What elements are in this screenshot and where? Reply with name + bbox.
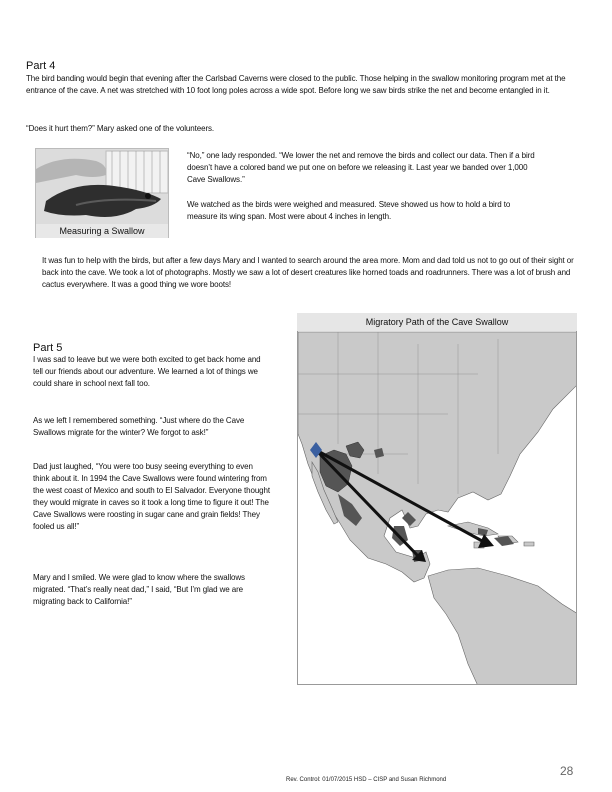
part4-paragraph-4: We watched as the birds were weighed and measured. Steve showed us how to hold a bird to measure its wing span. Most were about 4 inches in length. xyxy=(187,200,511,221)
migration-map-graphic xyxy=(298,314,577,685)
part4-paragraph-3: “No,” one lady responded. “We lower the net and remove the birds and collect our data. Then if a bird doesn’t have a colored band we put one on before we releasing it. Last year we banded over 1,000 Cave Swallows.” xyxy=(187,151,535,184)
part5-paragraph-4: Mary and I smiled. We were glad to know where the swallows migrated. “That’s really neat dad,” I said, “But I’m glad we are migrating back to California!” xyxy=(33,573,245,606)
part4-paragraph-5: It was fun to help with the birds, but after a few days Mary and I wanted to search around the area more. Mom and dad told us not to go out of their sight or back into the cave. We took a lot of photographs. Mostly we saw a lot of desert creatures like horned toads and roadrunners. There was a lot of brush and cactus everywhere. It was a good thing we wore boots! xyxy=(42,256,574,289)
part4-paragraph-2: “Does it hurt them?” Mary asked one of the volunteers. xyxy=(26,124,215,133)
part4-heading: Part 4 xyxy=(26,60,56,72)
part5-paragraph-3: Dad just laughed, “You were too busy seeing everything to even think about it. In 1994 the Cave Swallows were found wintering from the west coast of Mexico and south to El Salvador. Everyone thought they would migrate in caves so it took a long time to figure it out! The Cave Swallows were roosting in sugar cane and grain fields! They fooled us all!” xyxy=(33,462,270,531)
part5-heading: Part 5 xyxy=(33,342,63,354)
part5-paragraph-1: I was sad to leave but we were both excited to get back home and tell our friends about our adventure. We learned a lot of things we could share in school next fall too. xyxy=(33,355,261,388)
page-number: 28 xyxy=(560,764,574,778)
part5-paragraph-2: As we left I remembered something. “Just where do the Cave Swallows migrate for the winter? We forgot to ask!” xyxy=(33,416,245,437)
map-title: Migratory Path of the Cave Swallow xyxy=(297,313,577,331)
footer-rev-control: Rev. Control: 01/07/2015 HSD – CISP and Susan Richmond xyxy=(286,777,447,783)
part4-paragraph-1: The bird banding would begin that evening after the Carlsbad Caverns were closed to the public. Those helping in the swallow monitoring program met at the entrance of the cave. A net was stretched with 10 foot long poles across a wide spot. Before long we saw birds strike the net and become entangled in it. xyxy=(26,74,566,95)
migration-map xyxy=(297,313,577,685)
photo-caption: Measuring a Swallow xyxy=(36,224,168,238)
